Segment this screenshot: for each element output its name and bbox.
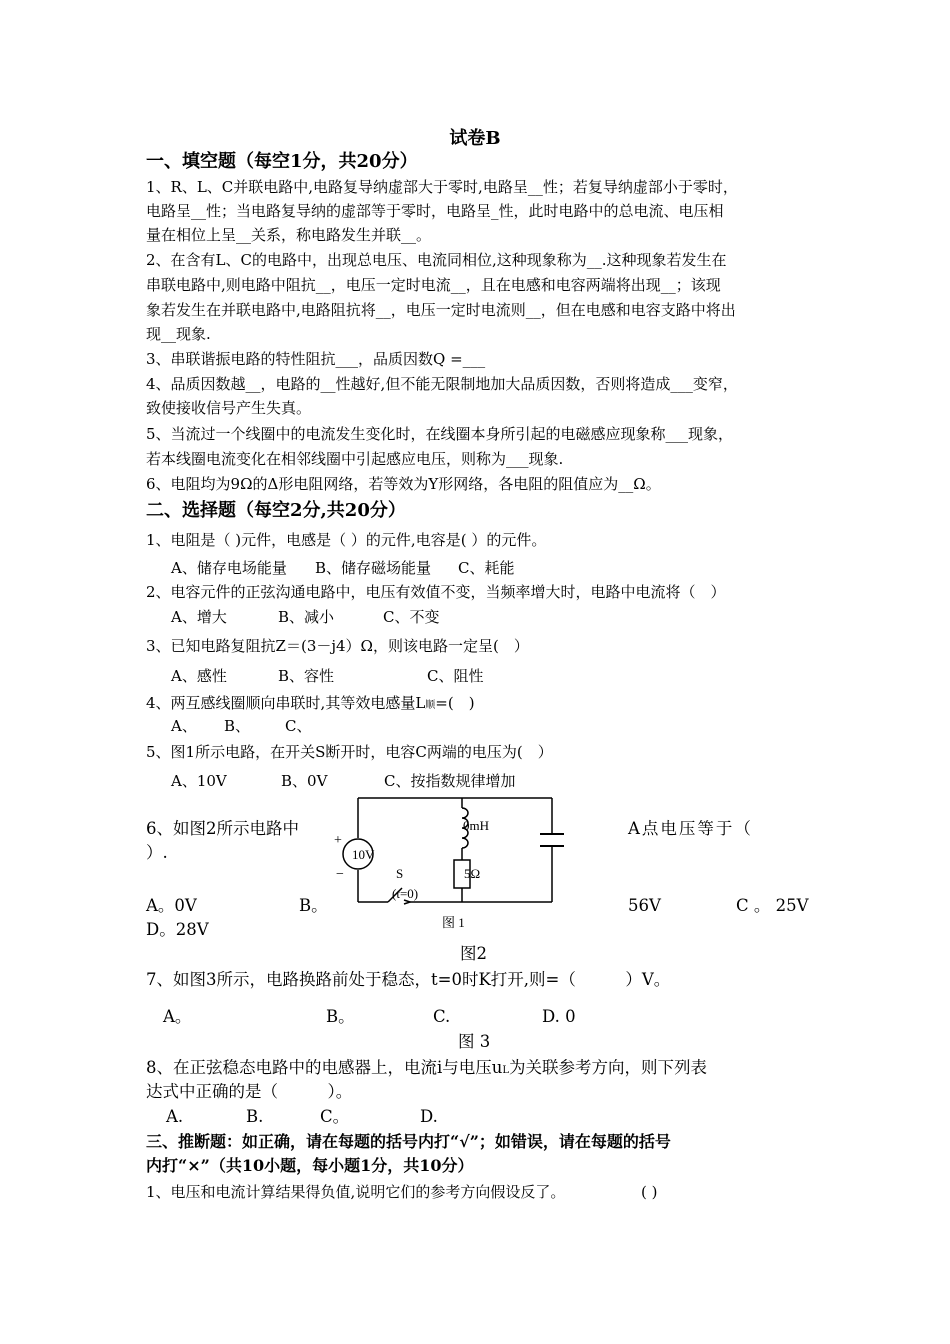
s1-line: 4、品质因数越__，电路的__性越好,但不能无限制地加大品质因数，否则将造成___变窄， [146,375,738,393]
q4-option-c: C、 [285,717,312,735]
q6-text: 6、如图2所示电路中 [146,819,299,838]
fig1-resistor-label: 5Ω [464,866,481,881]
s3-q1-answer-paren[interactable]: ( ) [641,1183,658,1201]
s3-q1-text: 1、电压和电流计算结果得负值,说明它们的参考方向假设反了。 [146,1183,566,1201]
q7-option-c: C. [433,1007,451,1026]
q4-option-a: A、 [171,717,197,735]
q1-text: 1、电阻是（ )元件，电感是（ ）的元件,电容是( ）的元件。 [146,531,547,549]
q7-option-b: B。 [326,1007,355,1026]
q8-text-line2: 达式中正确的是（ ）。 [146,1082,353,1101]
q4-main: 4、两互感线圈顺向串联时,其等效电感量L [146,694,426,712]
q8-option-d: D. [420,1107,438,1126]
q8-line1: 8、在正弦稳态电路中的电感器上，电流i与电压u [146,1058,503,1077]
s1-line: 量在相位上呈__关系，称电路发生并联__。 [146,226,432,244]
s1-line: 若本线圈电流变化在相邻线圈中引起感应电压，则称为___现象. [146,450,564,468]
page-title: 试卷B [449,128,501,149]
q8-option-c: C。 [320,1107,350,1126]
s1-line: 电路呈__性；当电路复导纳的虚部等于零时，电路呈_性，此时电路中的总电流、电压相 [146,202,724,220]
q3-text: 3、已知电路复阻抗Z＝(3－j4）Ω，则该电路一定呈( ） [146,637,529,655]
q4-tail: =( ) [435,694,475,712]
q2-option-b: B、减小 [278,608,335,626]
s1-line: 现__现象. [146,325,211,343]
s1-line: 5、当流过一个线圈中的电流发生变化时，在线圈本身所引起的电磁感应现象称___现象， [146,425,734,443]
q1-option-a: A、储存电场能量 [171,559,287,577]
fig1-source-label: 10V [352,847,375,862]
q6-text-right: A点电压等于（ [628,819,753,838]
s1-line: 1、R、L、C并联电路中,电路复导纳虚部大于零时,电路呈__性；若复导纳虚部小于零时， [146,178,738,196]
q8-option-b: B. [246,1107,264,1126]
q6-option-b: B。 [299,896,328,915]
s1-line: 3、串联谐振电路的特性阻抗___，品质因数Q =___ [146,350,486,368]
q6-option-c: C 。 25V [736,896,809,915]
q6-option-b-value: 56V [628,896,661,915]
q3-option-b: B、容性 [278,667,335,685]
q4-text [146,693,475,716]
q2-option-c: C、不变 [383,608,440,626]
s1-line: 2、在含有L、C的电路中，出现总电压、电流同相位,这种现象称为__.这种现象若发生在 [146,251,727,269]
q1-option-c: C、耗能 [458,559,515,577]
svg-text:−: − [336,867,344,882]
q2-option-a: A、增大 [171,608,227,626]
q1-option-b: B、储存磁场能量 [315,559,432,577]
q7-option-d: D. 0 [542,1007,576,1026]
q3-option-a: A、感性 [171,667,227,685]
section-2-heading: 二、选择题（每空2分,共20分） [146,500,406,521]
s1-line: 6、电阻均为9Ω的Δ形电阻网络，若等效为Y形网络，各电阻的阻值应为__Ω。 [146,475,661,493]
q6-option-a: A。0V [146,896,197,915]
s1-line: 致使接收信号产生失真。 [146,399,312,417]
q5-option-c: C、按指数规律增加 [384,772,516,790]
q7-option-a: A。 [163,1007,192,1026]
section-3-heading: 三、推断题：如正确，请在每题的括号内打“√”；如错误，请在每题的括号 [146,1132,671,1151]
q4-subscript: 顺 [425,700,436,711]
q8-text [146,1057,707,1082]
fig1-switch-label: S [396,866,404,881]
q6-paren: ）. [146,843,168,862]
q8-subscript: L [502,1065,510,1076]
q8-line1-tail: 为关联参考方向，则下列表 [509,1058,708,1077]
q3-option-c: C、阻性 [427,667,484,685]
q2-text: 2、电容元件的正弦沟通电路中，电压有效值不变，当频率增大时，电路中电流将（ ） [146,583,726,601]
q5-option-b: B、0V [281,772,328,790]
q7-text: 7、如图3所示，电路换路前处于稳态，t=0时K打开,则=（ ）V。 [146,970,671,989]
svg-text:+: + [334,833,342,848]
section-3-heading-line2: 内打“×”（共10小题，每小题1分，共10分） [146,1156,474,1175]
q5-option-a: A、10V [171,772,227,790]
q6-option-d: D。28V [146,920,209,939]
section-1-heading: 一、填空题（每空1分，共20分） [146,151,418,172]
fig1-caption: 图 1 [442,915,465,930]
circuit-figure-1 [330,790,570,935]
q4-option-b: B、 [224,717,251,735]
fig2-caption: 图2 [460,944,487,963]
fig1-inductor-label: 0mH [463,818,489,833]
q5-text: 5、图1所示电路，在开关S断开时，电容C两端的电压为( ） [146,743,553,761]
fig1-switch-time: (t=0) [392,886,419,901]
s1-line: 象若发生在并联电路中,电路阻抗将__，电压一定时电流则__，但在电感和电容支路中将出 [146,301,736,319]
s1-line: 串联电路中,则电路中阻抗__，电压一定时电流__，且在电感和电容两端将出现__；该现 [146,276,721,294]
fig3-caption: 图 3 [458,1032,491,1051]
q8-option-a: A. [166,1107,184,1126]
